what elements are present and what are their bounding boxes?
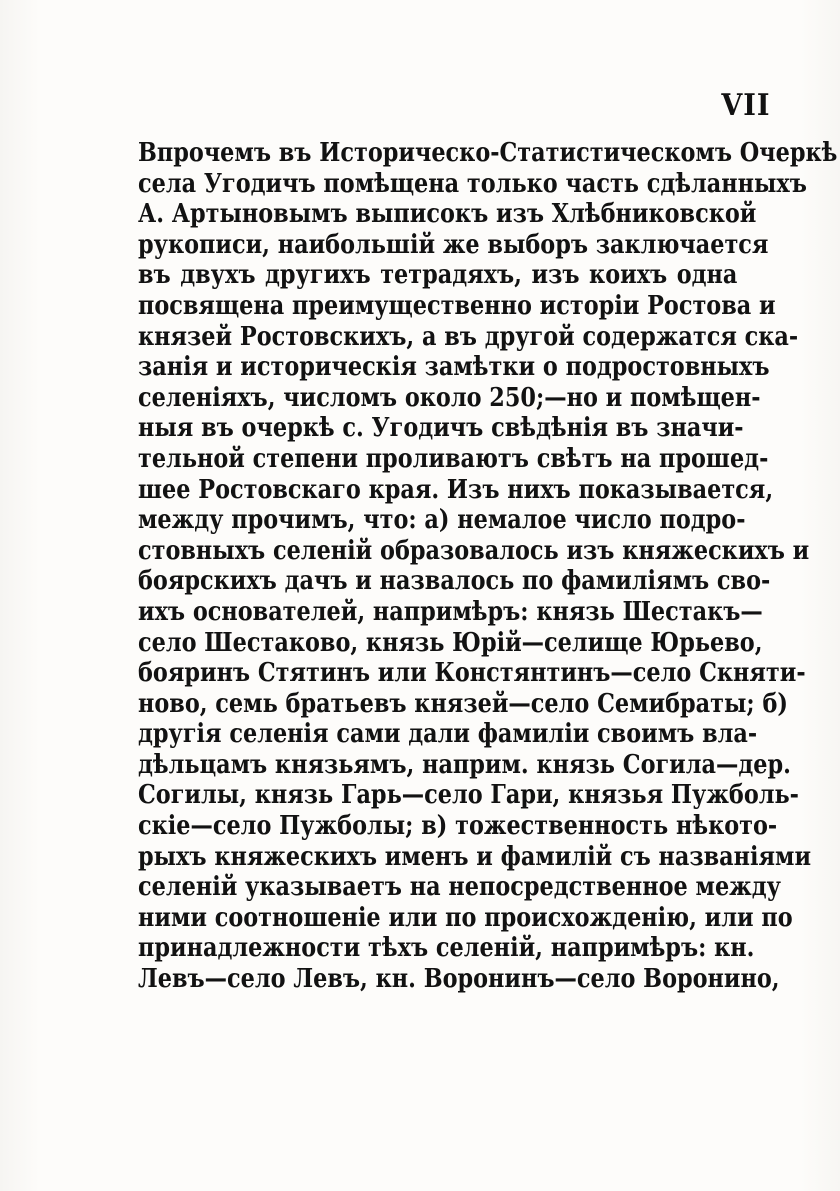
text-line: ними соотношеніе или по происхожденію, или по: [138, 902, 793, 933]
text-line: стовныхъ селеній образовалось изъ княжескихъ и: [138, 535, 810, 566]
text-line: село Шестаково, князь Юрій—селище Юрьево,: [138, 627, 763, 658]
text-line: тельной степени проливаютъ свѣтъ на прошед-: [138, 443, 769, 474]
text-line: въ двухъ другихъ тетрадяхъ, изъ коихъ одна: [138, 260, 738, 291]
text-line: принадлежности тѣхъ селеній, напримѣръ: кн.: [138, 933, 755, 964]
text-line: шее Ростовскаго края. Изъ нихъ показывается,: [138, 474, 774, 505]
text-line: скіе—село Пужболы; в) тожественность нѣкото-: [138, 811, 778, 842]
text-line: ново, семь братьевъ князей—село Семибраты; б): [138, 688, 788, 719]
text-line: Согилы, князь Гарь—село Гари, князья Пужболь-: [138, 780, 799, 811]
text-line: ныя въ очеркѣ с. Угодичъ свѣдѣнія въ значи-: [138, 413, 744, 444]
body-text: [138, 138, 838, 995]
text-line: бояринъ Стятинъ или Констянтинъ—село Скняти-: [138, 658, 806, 689]
text-line: Левъ—село Левъ, кн. Воронинъ—село Воронино,: [138, 964, 780, 995]
text-line: другія селенія сами дали фамиліи своимъ вла-: [138, 719, 758, 750]
text-line: рукописи, наибольшій же выборъ заключается: [138, 229, 769, 260]
text-line: Впрочемъ въ Историческо-Статистическомъ Очеркѣ: [138, 138, 838, 168]
text-line: занія и историческія замѣтки о подростовныхъ: [138, 352, 770, 383]
text-line: посвящена преимущественно исторіи Ростова и: [138, 290, 776, 321]
text-line: А. Артыновымъ выписокъ изъ Хлѣбниковской: [138, 199, 757, 230]
text-line: селеній указываетъ на непосредственное между: [138, 872, 781, 903]
text-line: ихъ основателей, напримѣръ: князь Шестакъ—: [138, 596, 763, 627]
text-line: боярскихъ дачъ и назвалось по фамиліямъ сво-: [138, 566, 771, 597]
text-line: рыхъ княжескихъ именъ и фамилій съ названіями: [138, 841, 812, 872]
text-line: села Угодичъ помѣщена только часть сдѣланныхъ: [138, 168, 807, 199]
page-number: VII: [721, 88, 770, 123]
text-line: селеніяхъ, числомъ около 250;—но и помѣщен-: [138, 382, 761, 413]
text-line: дѣльцамъ князьямъ, наприм. князь Согила—дер.: [138, 749, 791, 780]
text-line: между прочимъ, что: а) немалое число подро-: [138, 505, 746, 536]
text-line: князей Ростовскихъ, а въ другой содержатся ска-: [138, 321, 799, 352]
